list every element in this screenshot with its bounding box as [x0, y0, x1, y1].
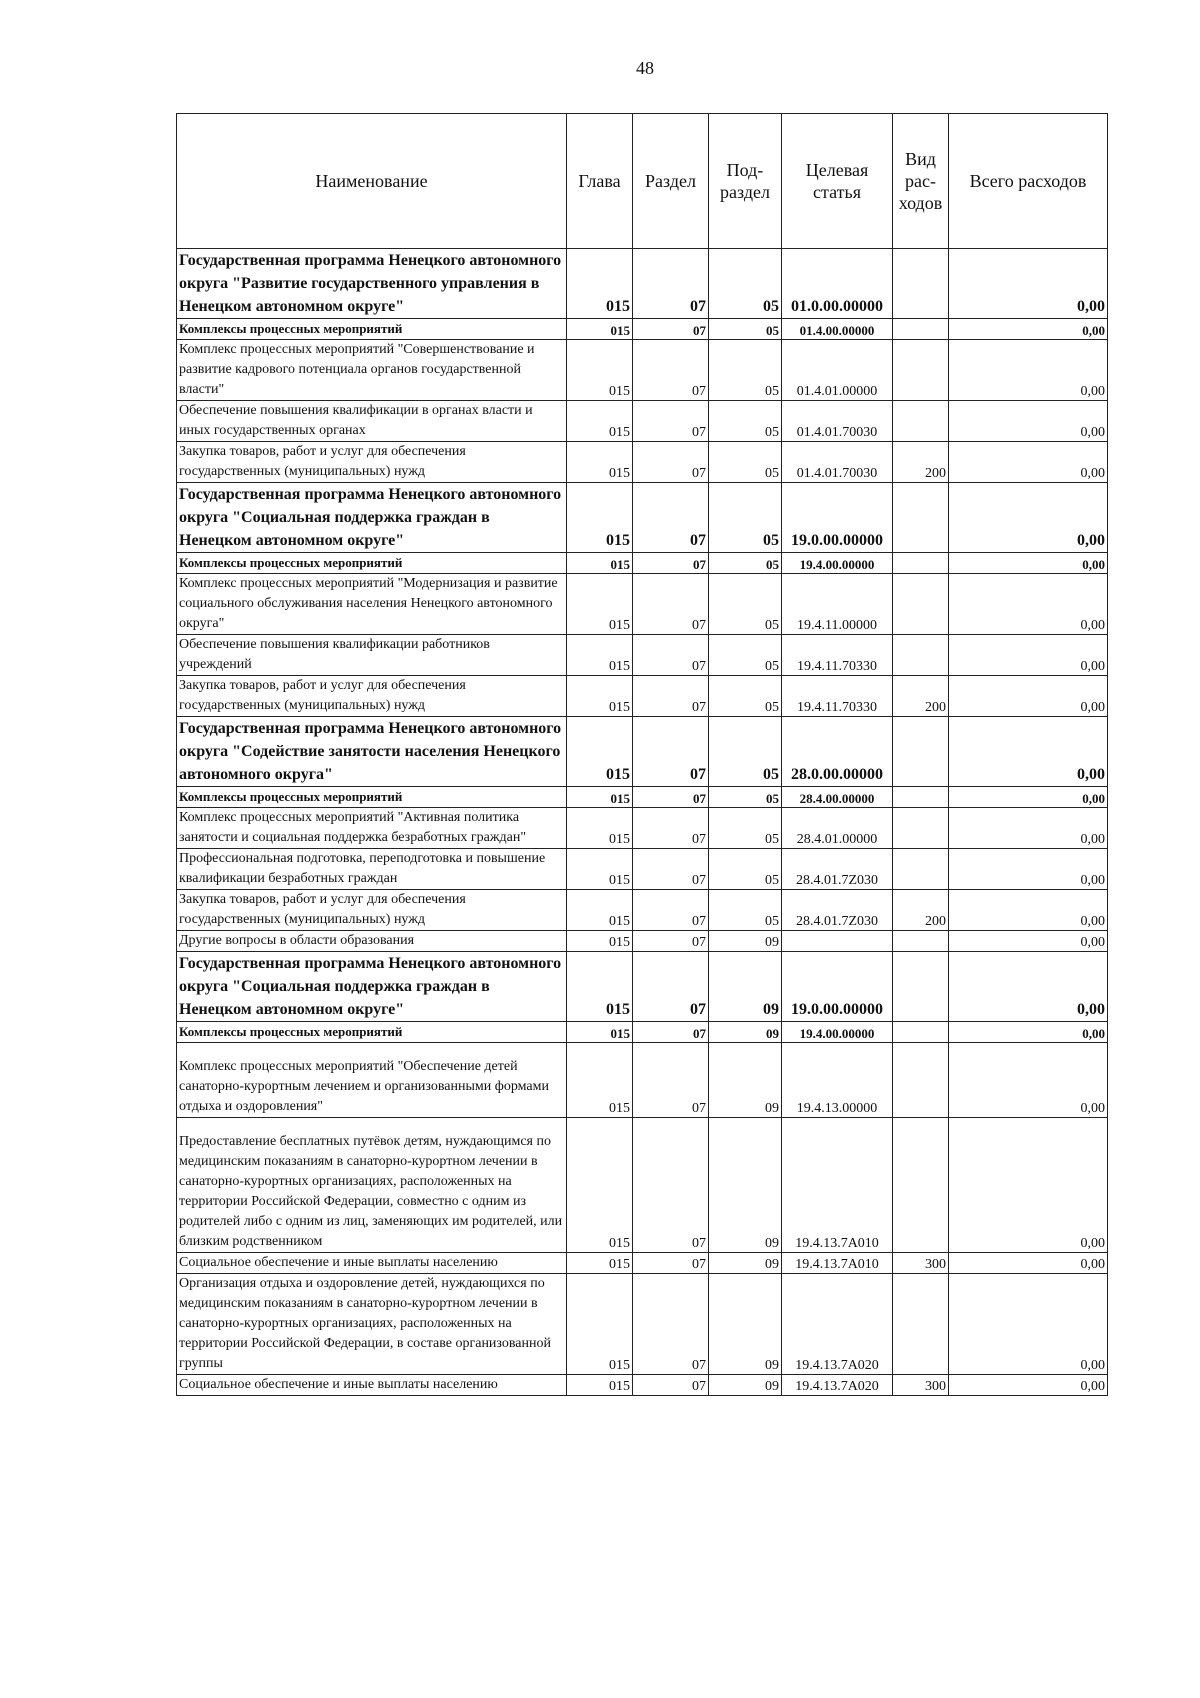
row-expense-type — [893, 931, 949, 952]
row-section: 07 — [633, 1253, 709, 1274]
row-chapter: 015 — [567, 483, 633, 553]
row-name: Обеспечение повышения квалификации в органах власти и иных государственных органах — [177, 401, 567, 442]
row-total: 0,00 — [949, 574, 1108, 635]
row-section: 07 — [633, 808, 709, 849]
row-expense-type — [893, 808, 949, 849]
row-target: 19.4.00.00000 — [782, 553, 893, 574]
row-chapter: 015 — [567, 952, 633, 1022]
row-chapter: 015 — [567, 401, 633, 442]
header-target: Целевая статья — [782, 114, 893, 249]
table-row — [177, 849, 1108, 890]
row-section: 07 — [633, 635, 709, 676]
table-row — [177, 1022, 1108, 1043]
row-subsection: 09 — [709, 1118, 782, 1253]
row-total: 0,00 — [949, 483, 1108, 553]
row-expense-type — [893, 635, 949, 676]
row-subsection: 05 — [709, 808, 782, 849]
row-name: Государственная программа Ненецкого автономного округа "Социальная поддержка граждан в Ненецком автономном округе" — [177, 483, 567, 553]
row-subsection: 05 — [709, 787, 782, 808]
row-name: Закупка товаров, работ и услуг для обеспечения государственных (муниципальных) нужд — [177, 442, 567, 483]
row-expense-type — [893, 1274, 949, 1375]
row-subsection: 09 — [709, 1375, 782, 1396]
row-chapter: 015 — [567, 553, 633, 574]
row-total: 0,00 — [949, 1022, 1108, 1043]
row-subsection: 09 — [709, 1022, 782, 1043]
row-name: Комплексы процессных мероприятий — [177, 787, 567, 808]
row-subsection: 05 — [709, 717, 782, 787]
row-target: 19.4.11.70330 — [782, 635, 893, 676]
row-target: 19.4.13.7А010 — [782, 1118, 893, 1253]
row-total: 0,00 — [949, 1375, 1108, 1396]
row-target: 01.4.01.00000 — [782, 340, 893, 401]
row-total: 0,00 — [949, 249, 1108, 319]
table-row — [177, 717, 1108, 787]
row-total: 0,00 — [949, 1043, 1108, 1118]
row-expense-type — [893, 1043, 949, 1118]
table-row — [177, 340, 1108, 401]
row-name: Социальное обеспечение и иные выплаты населению — [177, 1253, 567, 1274]
row-expense-type — [893, 787, 949, 808]
row-expense-type — [893, 849, 949, 890]
row-section: 07 — [633, 1375, 709, 1396]
row-section: 07 — [633, 319, 709, 340]
row-section: 07 — [633, 952, 709, 1022]
row-target: 19.4.13.7А020 — [782, 1274, 893, 1375]
row-subsection: 05 — [709, 340, 782, 401]
table-row — [177, 952, 1108, 1022]
row-chapter: 015 — [567, 787, 633, 808]
row-section: 07 — [633, 890, 709, 931]
row-target: 01.4.01.70030 — [782, 401, 893, 442]
row-target: 01.4.01.70030 — [782, 442, 893, 483]
row-section: 07 — [633, 401, 709, 442]
table-row — [177, 676, 1108, 717]
row-name: Государственная программа Ненецкого автономного округа "Развитие государственного управления в Ненецком автономном округе" — [177, 249, 567, 319]
row-target: 19.4.13.7А010 — [782, 1253, 893, 1274]
row-subsection: 09 — [709, 952, 782, 1022]
row-target: 19.4.13.7А020 — [782, 1375, 893, 1396]
row-total: 0,00 — [949, 787, 1108, 808]
row-expense-type — [893, 1118, 949, 1253]
row-name: Комплекс процессных мероприятий "Модернизация и развитие социального обслуживания населения Ненецкого автономного округа" — [177, 574, 567, 635]
table-row — [177, 574, 1108, 635]
row-section: 07 — [633, 717, 709, 787]
row-target: 28.4.00.00000 — [782, 787, 893, 808]
table-row — [177, 787, 1108, 808]
table-row — [177, 1375, 1108, 1396]
row-subsection: 05 — [709, 319, 782, 340]
row-name: Другие вопросы в области образования — [177, 931, 567, 952]
row-total: 0,00 — [949, 808, 1108, 849]
row-section: 07 — [633, 574, 709, 635]
row-chapter: 015 — [567, 1274, 633, 1375]
row-section: 07 — [633, 849, 709, 890]
header-expense-type: Вид рас- ходов — [893, 114, 949, 249]
row-subsection: 05 — [709, 249, 782, 319]
row-target: 19.4.11.70330 — [782, 676, 893, 717]
row-section: 07 — [633, 1043, 709, 1118]
row-expense-type — [893, 1022, 949, 1043]
row-expense-type — [893, 483, 949, 553]
table-row — [177, 1043, 1108, 1118]
header-chapter: Глава — [567, 114, 633, 249]
row-name: Закупка товаров, работ и услуг для обеспечения государственных (муниципальных) нужд — [177, 676, 567, 717]
row-total: 0,00 — [949, 401, 1108, 442]
row-name: Комплекс процессных мероприятий "Совершенствование и развитие кадрового потенциала органов государственной власти" — [177, 340, 567, 401]
header-name: Наименование — [177, 114, 567, 249]
row-total: 0,00 — [949, 952, 1108, 1022]
row-chapter: 015 — [567, 635, 633, 676]
row-target — [782, 931, 893, 952]
row-total: 0,00 — [949, 931, 1108, 952]
row-target: 28.4.01.7Z030 — [782, 890, 893, 931]
row-expense-type — [893, 319, 949, 340]
row-section: 07 — [633, 787, 709, 808]
row-chapter: 015 — [567, 1118, 633, 1253]
row-expense-type — [893, 249, 949, 319]
row-section: 07 — [633, 931, 709, 952]
table-row — [177, 1274, 1108, 1375]
row-expense-type — [893, 553, 949, 574]
row-subsection: 05 — [709, 483, 782, 553]
row-chapter: 015 — [567, 931, 633, 952]
row-section: 07 — [633, 1118, 709, 1253]
row-subsection: 05 — [709, 401, 782, 442]
row-name: Комплексы процессных мероприятий — [177, 319, 567, 340]
row-target: 01.4.00.00000 — [782, 319, 893, 340]
row-expense-type: 200 — [893, 890, 949, 931]
row-subsection: 05 — [709, 574, 782, 635]
row-subsection: 05 — [709, 890, 782, 931]
row-total: 0,00 — [949, 1274, 1108, 1375]
row-expense-type — [893, 717, 949, 787]
row-target: 01.0.00.00000 — [782, 249, 893, 319]
row-total: 0,00 — [949, 849, 1108, 890]
row-target: 19.0.00.00000 — [782, 483, 893, 553]
table-row — [177, 553, 1108, 574]
header-row — [177, 114, 1108, 249]
row-chapter: 015 — [567, 849, 633, 890]
table-row — [177, 442, 1108, 483]
row-subsection: 09 — [709, 1274, 782, 1375]
row-target: 19.0.00.00000 — [782, 952, 893, 1022]
row-expense-type — [893, 574, 949, 635]
row-subsection: 05 — [709, 676, 782, 717]
row-name: Комплекс процессных мероприятий "Активная политика занятости и социальная поддержка безработных граждан" — [177, 808, 567, 849]
row-target: 28.0.00.00000 — [782, 717, 893, 787]
row-section: 07 — [633, 1274, 709, 1375]
row-total: 0,00 — [949, 676, 1108, 717]
page-number: 48 — [636, 58, 654, 78]
table-row — [177, 890, 1108, 931]
row-expense-type: 200 — [893, 676, 949, 717]
header-total: Всего расходов — [949, 114, 1108, 249]
row-expense-type — [893, 401, 949, 442]
row-name: Организация отдыха и оздоровление детей, нуждающихся по медицинским показаниям в санаторно-курортном лечении в санаторно-курортных организациях, расположенных на территории Российской Федерации, в составе организованной группы — [177, 1274, 567, 1375]
row-total: 0,00 — [949, 1253, 1108, 1274]
row-chapter: 015 — [567, 442, 633, 483]
row-name: Обеспечение повышения квалификации работников учреждений — [177, 635, 567, 676]
table-row — [177, 249, 1108, 319]
row-chapter: 015 — [567, 340, 633, 401]
row-chapter: 015 — [567, 1375, 633, 1396]
row-section: 07 — [633, 1022, 709, 1043]
row-section: 07 — [633, 483, 709, 553]
row-chapter: 015 — [567, 808, 633, 849]
row-target: 19.4.11.00000 — [782, 574, 893, 635]
row-expense-type — [893, 340, 949, 401]
row-name: Комплексы процессных мероприятий — [177, 1022, 567, 1043]
row-section: 07 — [633, 340, 709, 401]
row-expense-type — [893, 952, 949, 1022]
row-chapter: 015 — [567, 1253, 633, 1274]
row-chapter: 015 — [567, 574, 633, 635]
row-chapter: 015 — [567, 890, 633, 931]
row-expense-type: 200 — [893, 442, 949, 483]
row-subsection: 05 — [709, 849, 782, 890]
row-chapter: 015 — [567, 249, 633, 319]
table-row — [177, 1118, 1108, 1253]
row-chapter: 015 — [567, 676, 633, 717]
row-total: 0,00 — [949, 553, 1108, 574]
row-name: Профессиональная подготовка, переподготовка и повышение квалификации безработных граждан — [177, 849, 567, 890]
row-target: 19.4.00.00000 — [782, 1022, 893, 1043]
row-section: 07 — [633, 249, 709, 319]
table-row — [177, 319, 1108, 340]
header-subsection: Под- раздел — [709, 114, 782, 249]
row-subsection: 09 — [709, 1043, 782, 1118]
row-section: 07 — [633, 553, 709, 574]
row-name: Социальное обеспечение и иные выплаты населению — [177, 1375, 567, 1396]
row-name: Комплекс процессных мероприятий "Обеспечение детей санаторно-курортным лечением и организованными формами отдыха и оздоровления" — [177, 1043, 567, 1118]
row-total: 0,00 — [949, 442, 1108, 483]
header-section: Раздел — [633, 114, 709, 249]
table-row — [177, 401, 1108, 442]
row-subsection: 09 — [709, 931, 782, 952]
row-total: 0,00 — [949, 319, 1108, 340]
row-total: 0,00 — [949, 1118, 1108, 1253]
table-row — [177, 483, 1108, 553]
row-total: 0,00 — [949, 717, 1108, 787]
row-target: 28.4.01.00000 — [782, 808, 893, 849]
row-name: Закупка товаров, работ и услуг для обеспечения государственных (муниципальных) нужд — [177, 890, 567, 931]
row-chapter: 015 — [567, 319, 633, 340]
table-row — [177, 808, 1108, 849]
row-total: 0,00 — [949, 635, 1108, 676]
row-section: 07 — [633, 676, 709, 717]
row-expense-type: 300 — [893, 1375, 949, 1396]
row-chapter: 015 — [567, 717, 633, 787]
row-chapter: 015 — [567, 1022, 633, 1043]
row-target: 28.4.01.7Z030 — [782, 849, 893, 890]
row-target: 19.4.13.00000 — [782, 1043, 893, 1118]
row-subsection: 09 — [709, 1253, 782, 1274]
row-subsection: 05 — [709, 553, 782, 574]
row-name: Комплексы процессных мероприятий — [177, 553, 567, 574]
row-name: Государственная программа Ненецкого автономного округа "Социальная поддержка граждан в Ненецком автономном округе" — [177, 952, 567, 1022]
row-chapter: 015 — [567, 1043, 633, 1118]
row-expense-type: 300 — [893, 1253, 949, 1274]
budget-table — [176, 113, 1108, 1396]
row-subsection: 05 — [709, 442, 782, 483]
row-name: Государственная программа Ненецкого автономного округа "Содействие занятости населения Ненецкого автономного округа" — [177, 717, 567, 787]
table-row — [177, 1253, 1108, 1274]
row-subsection: 05 — [709, 635, 782, 676]
table-row — [177, 635, 1108, 676]
table-row — [177, 931, 1108, 952]
row-name: Предоставление бесплатных путёвок детям, нуждающимся по медицинским показаниям в санаторно-курортном лечении в санаторно-курортных организациях, расположенных на территории Российской Федерации, совместно с одним из родителей либо с одним из лиц, заменяющих им родителей, или близким родственником — [177, 1118, 567, 1253]
row-total: 0,00 — [949, 890, 1108, 931]
row-section: 07 — [633, 442, 709, 483]
row-total: 0,00 — [949, 340, 1108, 401]
